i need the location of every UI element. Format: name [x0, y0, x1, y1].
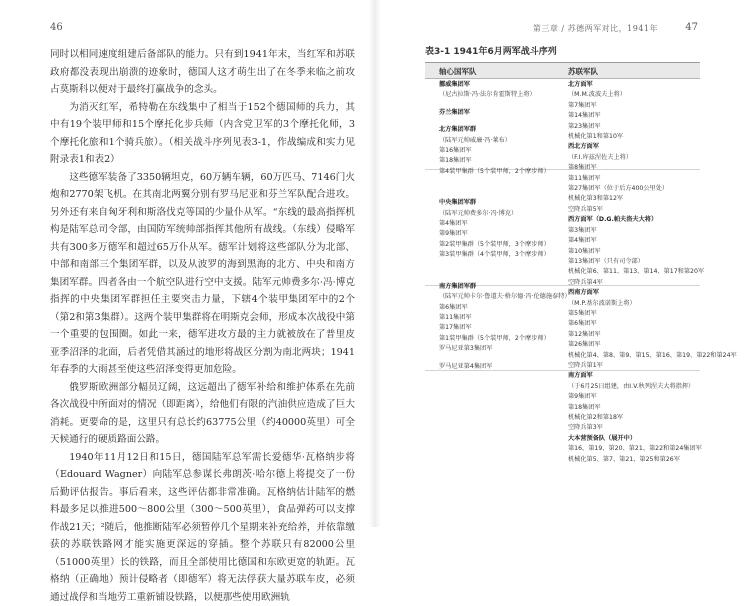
running-head: 第三章 / 苏德两军对比，1941年 [533, 23, 658, 34]
paragraph: 1940年11月12日和15日，德国陆军总军需长爱德华·瓦格纳步将（Edouard Wagner）向陆军总参谋长弗朗茨·哈尔德上将提交了一份后勤评估报告。事后看来，这些评估都非常准确。瓦格纳估计陆军的燃料最多足以推进500～800公里（300～500英里），食品弹药可以支撑作战21天；²随后，他推断陆军必须暂停几个星期来补充给养，并依靠缴获的苏联铁路网才能实施更深远的穿插。整个苏联只有82000公里（51000英里）长的铁路，而且全部使用比德国和东欧更宽的轨距。瓦格纳（正确地）预计侵略者（即德军）将无法俘获大量苏联车皮，必须通过战俘和当地劳工重新铺设铁路，以便那些使用欧洲轨 [50, 449, 355, 606]
table-cell: （F.I.库兹涅佐夫上将） [568, 153, 700, 163]
table-title: 表3-1 1941年6月两军战斗序列 [425, 44, 557, 57]
table-cell: 第14集团军 [568, 111, 700, 121]
table-cell: 第12集团军 [568, 330, 700, 340]
table-cell: 第7集团军 [568, 101, 700, 111]
table-cell: （陆军元帅费多尔·冯·博克） [439, 209, 559, 219]
table-cell: 机械化第5、第7、第21、第25和第26军 [568, 455, 700, 465]
paragraph: 这些德军装备了3350辆坦克，60万辆车辆，60万匹马、7146门火炮和2770架飞机。在其南北两翼分别有罗马尼亚和芬兰军队配合进攻。另外还有来自匈牙利和斯洛伐克等国的少量仆从军。“东线的最高指挥机构是陆军总司令部，由国防军统帅部指挥其他所有战线。（东线）侵略军共有300多万德军和超过65万仆从军。德军计划将这些部队分为北部、中部和南部三个集团军群，以及从波罗的海到黑海的北方、中央和南方集团军群。四者各由一个航空队进行空中支援。陆军元帅费多尔·冯·博克指挥的中央集团军群担任主要突击力量，下辖4个装甲集团军中的2个（第2和第3集群）。这两个装甲集群将在明斯克会师，形成本次战役中第一个重要的包围圈。如此一来，德军进攻方最的主力就被放在了普里皮亚季沼泽的北面，后者凭借其涵过的地形将战区分割为南北两块；1941年春季的大雨甚至使这些沼泽变得更加危险。 [50, 169, 355, 379]
table-spacer [439, 177, 559, 184]
table-spacer [439, 261, 559, 268]
table-cell: 机械化第1和第10军 [568, 132, 700, 142]
table-cell: 第9集团军 [568, 392, 700, 402]
table-cell: 第4集团军 [439, 219, 559, 229]
column-header-soviet: 苏联军队 [568, 66, 598, 77]
table-cell: 第16集团军 [439, 146, 559, 156]
table-cell: （尼古拉斯·冯·法尔肯霍斯特上将） [439, 90, 559, 100]
table-cell: 第13集团军（只有司令部） [568, 257, 700, 267]
order-of-battle-table [425, 62, 700, 503]
left-body-text [50, 46, 355, 606]
table-spacer [439, 191, 559, 198]
table-cell: 机械化第4、第8、第9、第15、第16、第19、第22和第24军 [568, 351, 700, 361]
table-cell: 第11集团军 [439, 313, 559, 323]
paragraph: 同时以相同速度组建后备部队的能力。只有到1941年末，当红军和苏联政府都没表现出崩溃的迹象时，德国人这才萌生出了在冬季来临之前攻占莫斯科以便对于最终打赢战争的念头。 [50, 46, 355, 99]
table-cell: 空降兵第5军 [568, 205, 700, 215]
column-header-axis: 轴心国军队 [439, 66, 477, 77]
table-cell: 第6集团军 [568, 319, 700, 329]
table-spacer [439, 184, 559, 191]
table-cell: 芬兰集团军 [439, 108, 559, 118]
table-cell: 空降兵第1军 [568, 361, 700, 371]
table-header-row [425, 63, 700, 79]
table-cell: 第18集团军 [439, 156, 559, 166]
table-cell: 第26集团军 [568, 340, 700, 350]
table-cell: （陆军元帅卡尔·鲁道夫·格尔德·冯·伦德施泰特） [439, 292, 559, 302]
table-cell: 空降兵第4军 [568, 278, 700, 288]
right-page [375, 0, 750, 527]
table-cell: 第2装甲集群（5个装甲师，3个摩步师） [439, 240, 559, 250]
table-cell: 第27集团军（位于后方400公里处） [568, 184, 700, 194]
table-cell: 空降兵第3军 [568, 423, 700, 433]
table-cell: 第23集团军 [568, 122, 700, 132]
table-cell: 第10集团军 [568, 247, 700, 257]
table-cell: 第5集团军 [568, 309, 700, 319]
table-cell: 挪威集团军 [439, 80, 559, 90]
table-cell: 第11集团军 [568, 174, 700, 184]
table-cell: 北方面军 [568, 80, 700, 90]
table-cell: 第3集团军 [568, 226, 700, 236]
table-cell: 第4装甲集群（5个装甲师，2个摩步师） [439, 167, 559, 177]
table-cell: （M.M.波波夫上将） [568, 90, 700, 100]
table-cell: 第6集团军 [439, 303, 559, 313]
table-cell: 第1装甲集群（5个装甲师，2个摩步师） [439, 334, 559, 344]
table-cell: 西南方面军 [568, 288, 700, 298]
table-cell: 机械化第6、第11、第13、第14、第17和第20军 [568, 267, 700, 277]
table-cell: （陆军元帅威廉·冯·莱布） [439, 136, 559, 146]
right-page-number: 47 [685, 22, 698, 33]
table-cell: （于6月25日组建，由I.V.秋列涅夫大将指挥） [568, 382, 700, 392]
table-cell: 北方集团军群 [439, 125, 559, 135]
paragraph: 为消灭红军，希特勒在东线集中了相当于152个德国师的兵力，其中有19个装甲师和15个摩托化步兵师（内含党卫军的3个摩托化师，3个摩托化旅和1个骑兵旅）。（相关战斗序列见表3-1，作战编成和实力见附录表1和表2） [50, 99, 355, 169]
table-spacer [439, 275, 559, 282]
table-cell: 大本营预备队（展开中） [568, 434, 700, 444]
axis-column [439, 80, 559, 372]
table-cell: 第17集团军 [439, 323, 559, 333]
paragraph: 俄罗斯欧洲部分幅员辽阔，这远超出了德军补给和维护体系在先前各次战役中所面对的情况（即距离），给他们有限的汽油供应造成了巨大消耗。更要命的是，这里只有总长约63775公里（约40000英里）可全天候通行的硬质路面公路。 [50, 379, 355, 449]
table-cell: 罗马尼亚第4集团军 [439, 362, 559, 372]
table-cell: 第16、第19、第20、第21、第22和第24集团军 [568, 444, 700, 454]
table-cell: 西北方面军 [568, 142, 700, 152]
table-cell: 第9集团军 [439, 229, 559, 239]
table-spacer [439, 355, 559, 362]
table-cell: 机械化第3和第12军 [568, 194, 700, 204]
table-cell: 第18集团军 [568, 403, 700, 413]
table-spacer [439, 101, 559, 108]
table-cell: 第4集团军 [568, 236, 700, 246]
soviet-column [568, 80, 700, 465]
table-cell: 南方面军 [568, 371, 700, 381]
table-cell: （M.P.基尔波诺斯上将） [568, 299, 700, 309]
table-cell: 机械化第2和第18军 [568, 413, 700, 423]
left-page-number: 46 [50, 22, 63, 33]
table-spacer [439, 268, 559, 275]
table-cell: 第3装甲集群（4个装甲师，3个摩步师） [439, 250, 559, 260]
table-spacer [439, 118, 559, 125]
table-cell: 中央集团军群 [439, 198, 559, 208]
table-cell: 南方集团军群 [439, 282, 559, 292]
table-cell: 西方面军（D.G.帕夫洛夫大将） [568, 215, 700, 225]
left-page [0, 0, 375, 527]
table-cell: 第8集团军 [568, 163, 700, 173]
table-cell: 罗马尼亚第3集团军 [439, 344, 559, 354]
